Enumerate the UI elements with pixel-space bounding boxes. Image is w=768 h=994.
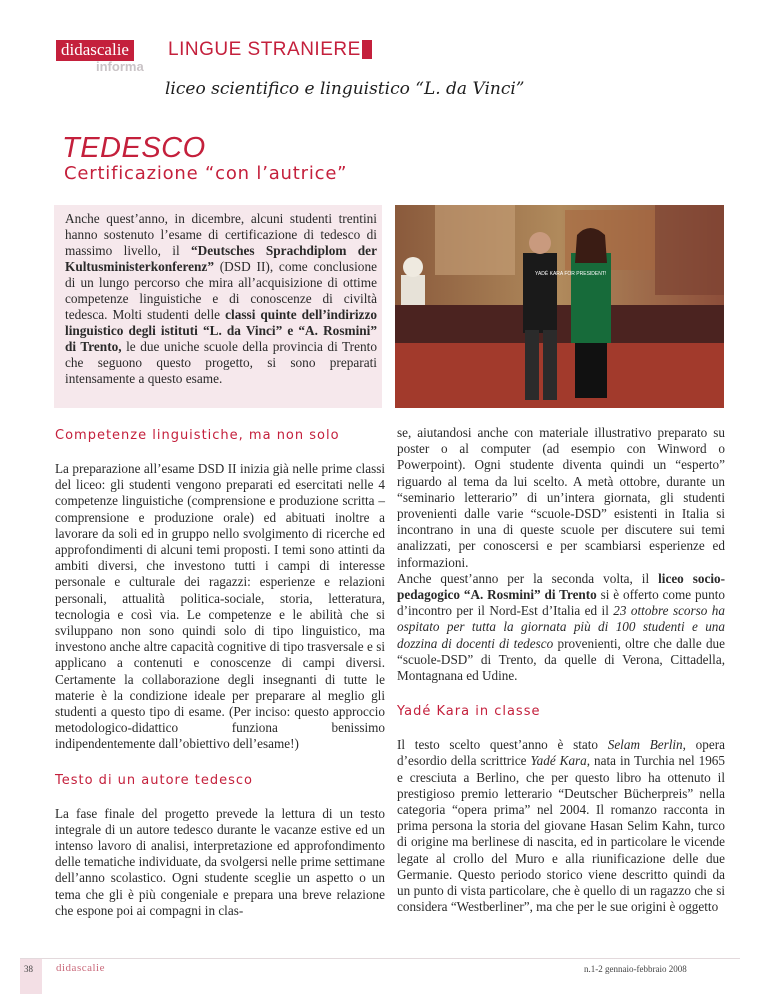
section-heading: Testo di un autore tedesco [55, 772, 253, 788]
article-photo [395, 205, 724, 408]
left-column [55, 428, 385, 919]
footer-rule [20, 958, 740, 959]
article-subtitle: Certificazione “con l’autrice” [64, 163, 348, 184]
footer-magazine: didascalie [56, 962, 105, 974]
paragraph: La fase finale del progetto prevede la lettura di un testo integrale di un autore tedesco durante le vacanze estive ed un intenso lavoro di analisi, interpretazione ed approfondimento delle tematiche individuate, da svolgersi nelle prime settimane dell’anno scolastico. Ogni studente sceglie un aspetto o un tema che gli è più congeniale e prepara una breve relazione che espone poi ai compagni in clas- [55, 805, 385, 918]
paragraph: Anche quest’anno per la seconda volta, il liceo socio-pedagogico “A. Rosmini” di Trento si è offerto come punto d’incontro per il Nord-Est d’Italia ed il 23 ottobre scorso ha ospitato per tutta la giornata più di 100 studenti e una dozzina di docenti di tedesco provenienti, oltre che dalle due “scuole-DSD” di Trento, da quelle di Verona, Cittadella, Montagnana ed Udine. [397, 570, 726, 684]
brand-logo: didascalie [56, 40, 134, 61]
school-name: liceo scientifico e linguistico “L. da Vinci” [165, 79, 525, 99]
page-number: 38 [24, 964, 33, 974]
section-bar [362, 40, 372, 59]
paragraph: se, aiutandosi anche con materiale illustrativo preparato su poster o al computer (ad esempio con Winword o Powerpoint). Ogni studente diventa quindi un “esperto” riguardo al tema da lui scelto. A metà ottobre, durante un “seminario letterario” di un’intera giornata, gli studenti provenienti dalle varie “scuole-DSD” esistenti in Italia si incontrano in una di queste scuole per discutere sui temi analizzati, per conoscersi e per scambiarsi esperienze ed informazioni. [397, 425, 725, 570]
paragraph: Il testo scelto quest’anno è stato Selam Berlin, opera d’esordio della scrittrice Yadé Kara, nata in Turchia nel 1965 e cresciuta a Berlino, che per questo libro ha ottenuto il prestigioso premio letterario “Deutscher Bücherpreis” nella categoria “opera prima” nel 2004. Il romanzo racconta in prima persona la storia del giovane Hasan Selim Kahn, turco di origine ma berlinese di nascita, ed in particolare le vicende legate al crollo del Muro e alla riunificazione delle due Germanie. Questo periodo storico viene descritto quindi da un punto di vista particolare, che è quello di un ragazzo che si considera “Westberliner”, ma che per le sue origini è oggetto [397, 737, 725, 915]
section-heading: Yadé Kara in classe [397, 704, 541, 720]
right-column [397, 425, 725, 915]
section-heading: Competenze linguistiche, ma non solo [55, 428, 340, 443]
intro-paragraph: Anche quest’anno, in dicembre, alcuni studenti trentini hanno sostenuto l’esame di certificazione di tedesco di massimo livello, il “Deutsches Sprachdiplom der Kultusministerkonferenz” (DSD II), come conclusione di un lungo percorso che mira all’acquisizione di ottime competenze linguistiche e di conoscenze di civiltà tedesca. Molti studenti delle classi quinte dell’indirizzo linguistico degli istituti “L. da Vinci” e “A. Rosmini” di Trento, le due uniche scuole della provincia di Trento che seguono questo progetto, si sono preparati intensamente a questo esame. [65, 211, 378, 386]
footer-issue: n.1-2 gennaio-febbraio 2008 [584, 964, 687, 974]
paragraph: La preparazione all’esame DSD II inizia già nelle prime classi del liceo: gli studenti vengono preparati ed esercitati nelle 4 competenze linguistiche (comprensione e produzione scritta – comprensione e produzione orale) ed abituati inoltre a lavorare da soli ed in gruppo nello svolgimento di ricerche ed approfondimenti di alcuni temi proposti. I temi sono attinti da ambiti diversi, che investono tutti i campi di interesse personale e culturale dei ragazzi: esperienze e relazioni personali, attualità politica-sociale, storia, letteratura, tecnologia e così via. Le competenze e le abilità che si sviluppano non sono quindi solo di tipo linguistico, ma investono anche altre capacità cognitive di tipo trasversale e si applicano a contenuti e conoscenze di campi diversi. Certamente la collaborazione degli insegnanti di tutte le materie è la condizione ideale per preparare al meglio gli studenti a questo tipo di esame. (Per inciso: questo approccio metodologico-didattico funziona benissimo indipendentemente dall’obiettivo dell’esame!) [55, 461, 385, 752]
photo-illustration [395, 205, 724, 408]
section-label: LINGUE STRANIERE [168, 39, 361, 60]
article-title: TEDESCO [62, 132, 206, 164]
photo-shirt-text: YADÉ KARA FOR PRESIDENT! [535, 271, 607, 277]
brand-subtitle: informa [96, 59, 144, 74]
